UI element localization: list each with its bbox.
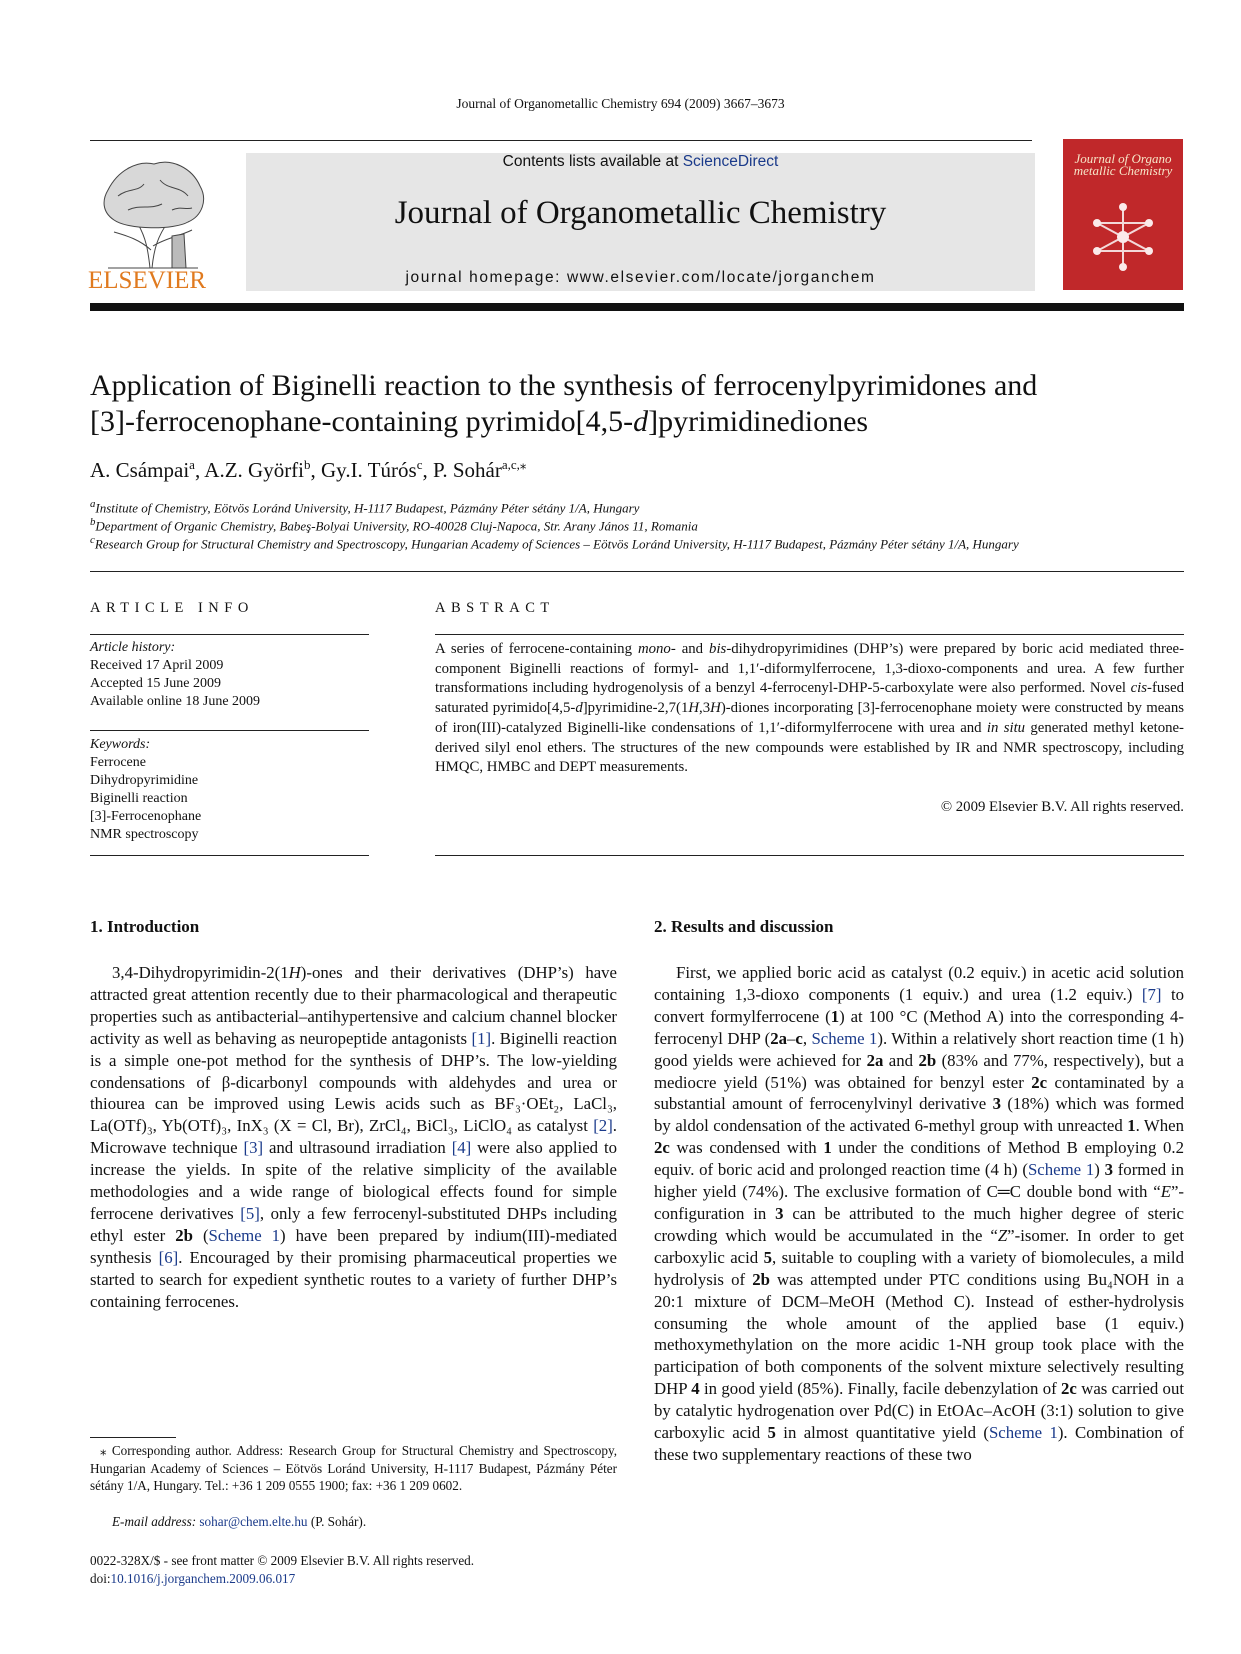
abstract-text: A series of ferrocene-containing mono- and bis-dihydropyrimidines (DHP’s) were prepared by boric acid mediated three-component Biginelli reactions of formyl- and 1,1′-diformylferrocene, 1,3-dioxo-components and urea. A few further transformations including hydrogenolysis of a benzyl 4-ferrocenyl-DHP-5-carboxylate were also performed. Novel cis-fused saturated pyrimido[4,5-d]pyrimidine-2,7(1H,3H)-diones incorporating [3]-ferrocenophane moiety were constructed by means of iron(III)-catalyzed Biginelli-like condensations of 1,1′-diformylferrocene with urea and in situ generated methyl ketone-derived silyl enol ethers. The structures of the new compounds were established by IR and NMR spectroscopy, including HMQC, HMBC and DEPT measurements.	[435, 641, 1185, 776]
author: Gy.I. Túrós	[321, 458, 417, 482]
keywords	[90, 736, 369, 844]
contents-prefix: Contents lists available at	[502, 153, 683, 170]
keyword: [3]-Ferrocenophane	[90, 809, 202, 824]
reference-link[interactable]: [1]	[471, 1028, 492, 1048]
reference-link[interactable]: [5]	[240, 1203, 260, 1223]
author-list: A. Csámpai$^a$, A.Z. Györfi$^b$, Gy.I. Túrós$^c$, P. Sohár$^{a,c,⁎}$	[90, 457, 527, 482]
elsevier-logo	[88, 150, 218, 292]
scheme-link[interactable]: Scheme 1	[811, 1028, 878, 1048]
results-paragraph: First, we applied boric acid as catalyst (0.2 equiv.) in acetic acid solution containing 1,3-dioxo components (1 equiv.) and urea (1.2 equiv.) [7] to convert formylferrocene (1) at 100 °C (Method A) into the corresponding 4-ferrocenyl DHP (2a–c, Scheme 1). Within a relatively short reaction time (1 h) good yields were achieved for 2a and 2b (83% and 77%, respectively), but a mediocre yield (51%) was obtained for benzyl ester 2c contaminated by a substantial amount of ferrocenylvinyl derivative 3 (18%) which was formed by aldol condensation of the activated 6-methyl group with unreacted 1. When 2c was condensed with 1 under the conditions of Method B employing 0.2 equiv. of boric acid and prolonged reaction time (4 h) (Scheme 1) 3 formed in higher yield (74%). The exclusive formation of C═C double bond with “E”-configuration in 3 can be attributed to the much higher degree of steric crowding which would be accumulated in the “Z”-isomer. In order to get carboxylic acid 5, suitable to coupling with a variety of biomolecules, a mild hydrolysis of 2b was attempted under PTC conditions using Bu₄NOH in a 20:1 mixture of DCM–MeOH (Method C). Instead of esther-hydrolysis consuming the whole amount of the applied base (1 equiv.) methoxymethylation on the more acidic 1-NH group took place with the participation of both components of the solvent mixture selectively resulting DHP 4 in good yield (85%). Finally, facile debenzylation of 2c was carried out by catalytic hydrogenation over Pd(C) in EtOAc–AcOH (3:1) solution to give carboxylic acid 5 in almost quantitative yield (Scheme 1). Combination of these two supplementary reactions of these two	[654, 963, 1185, 1464]
footnote-rule	[90, 1437, 176, 1438]
keyword: Biginelli reaction	[90, 791, 188, 806]
info-rule	[90, 634, 369, 635]
history-item: Accepted 15 June 2009	[90, 676, 222, 691]
article-info-heading: ARTICLE INFO	[90, 600, 254, 616]
abstract-copyright: © 2009 Elsevier B.V. All rights reserved.	[940, 799, 1184, 815]
affiliation-c: $^c$Research Group for Structural Chemistry and Spectroscopy, Hungarian Academy of Sciences – Eötvös Loránd University, H-1117 Budapest, Pázmány Péter sétány 1/A, Hungary	[90, 534, 1019, 552]
title-line-2: [3]-ferrocenophane-containing pyrimido[4,5-d]pyrimidinediones	[90, 405, 869, 438]
journal-cover	[1063, 139, 1183, 290]
author: A. Csámpai	[90, 458, 190, 482]
history-label: Article history:	[90, 640, 176, 655]
history-item: Received 17 April 2009	[90, 658, 224, 673]
reference-link[interactable]: [4]	[451, 1138, 472, 1158]
title-line-1: Application of Biginelli reaction to the synthesis of ferrocenylpyrimidones and	[90, 369, 1038, 402]
abstract-rule	[435, 855, 1184, 856]
author: P. Sohár	[432, 458, 502, 482]
affiliation-rule	[90, 571, 1184, 572]
affiliation-b: $^b$Department of Organic Chemistry, Babeş-Bolyai University, RO-40028 Cluj-Napoca, Str. Arany János 11, Romania	[90, 516, 698, 534]
keyword: Ferrocene	[90, 755, 146, 770]
journal-reference: Journal of Organometallic Chemistry 694 (2009) 3667–3673	[456, 96, 785, 111]
tree-icon	[88, 150, 218, 292]
sciencedirect-link[interactable]: ScienceDirect	[682, 153, 779, 170]
header-thick-rule	[90, 303, 1184, 311]
cover-title: Journal of Organo metallic Chemistry	[1073, 151, 1173, 178]
affiliation-a: $^a$Institute of Chemistry, Eötvös Loránd University, H-1117 Budapest, Pázmány Péter sétány 1/A, Hungary	[90, 498, 640, 516]
journal-homepage[interactable]: journal homepage: www.elsevier.com/locate/jorganchem	[405, 269, 876, 286]
history-item: Available online 18 June 2009	[90, 694, 261, 709]
scheme-link[interactable]: Scheme 1	[1027, 1160, 1095, 1180]
reference-link[interactable]: [2]	[593, 1116, 613, 1136]
contents-line	[246, 153, 1035, 171]
journal-title: Journal of Organometallic Chemistry	[394, 195, 887, 231]
keyword: NMR spectroscopy	[90, 827, 199, 842]
reference-link[interactable]: [6]	[158, 1247, 179, 1267]
doi-link[interactable]: 10.1016/j.jorganchem.2009.06.017	[110, 1570, 296, 1586]
issn-line: 0022-328X/$ - see front matter © 2009 Elsevier B.V. All rights reserved.	[90, 1553, 475, 1568]
corresponding-author-footnote: ⁎ Corresponding author. Address: Research Group for Structural Chemistry and Spectroscopy, Hungarian Academy of Sciences – Eötvös Loránd University, H-1117 Budapest, Pázmány Péter sétány 1/A, Hungary. Tel.: +36 1 209 0555 1900; fax: +36 1 209 0602.	[90, 1443, 617, 1493]
email-footnote: E-mail address: sohar@chem.elte.hu (P. Sohár).	[112, 1514, 367, 1529]
article-title	[90, 368, 1184, 440]
section-heading-results: 2. Results and discussion	[654, 917, 834, 936]
author-affiliation-mark[interactable]: a,c,⁎	[501, 457, 527, 472]
author-affiliation-mark: b	[304, 457, 311, 472]
header-rule	[90, 140, 1032, 141]
front-matter	[90, 1552, 474, 1587]
svg-text:ELSEVIER: ELSEVIER	[88, 267, 207, 292]
info-rule	[90, 855, 369, 856]
journal-banner	[246, 153, 1035, 291]
scheme-link[interactable]: Scheme 1	[988, 1423, 1058, 1443]
author: A.Z. Györfi	[204, 458, 305, 482]
abstract-heading: ABSTRACT	[435, 600, 555, 616]
introduction-paragraph: 3,4-Dihydropyrimidin-2(1H)-ones and their derivatives (DHP’s) have attracted great attention recently due to their pharmacological and therapeutic properties such as antibacterial–antihypertensive and calcium channel blocker activity as well as behaving as neuropeptide antagonists [1]. Biginelli reaction is a simple one-pot method for the synthesis of DHP’s. The low-yielding condensations of β-dicarbonyl compounds with aldehydes and urea or thiourea can be improved using Lewis acids such as BF₃·OEt₂, LaCl₃, La(OTf)₃, Yb(OTf)₃, InX₃ (X = Cl, Br), ZrCl₄, BiCl₃, LiClO₄ as catalyst [2]. Microwave technique [3] and ultrasound irradiation [4] were also applied to increase the yields. In spite of the relative simplicity of the available methodologies and a wide range of biological effects found for simple ferrocene derivatives [5], only a few ferrocenyl-substituted DHPs including ethyl ester 2b (Scheme 1) have been prepared by indium(III)-mediated synthesis [6]. Encouraged by their promising pharmaceutical properties we started to search for expedient synthetic routes to a variety of further DHP’s containing ferrocenes.	[90, 963, 617, 1311]
keyword: Dihydropyrimidine	[90, 773, 199, 788]
abstract-rule	[435, 634, 1184, 635]
author-affiliation-mark: a	[189, 457, 195, 472]
author-affiliation-mark: c	[416, 457, 423, 472]
email-link[interactable]: sohar@chem.elte.hu	[199, 1514, 308, 1529]
doi-line: doi:10.1016/j.jorganchem.2009.06.017	[90, 1570, 296, 1586]
keywords-label: Keywords:	[90, 737, 151, 752]
section-heading-introduction: 1. Introduction	[90, 917, 200, 936]
info-rule	[90, 730, 369, 731]
article-history	[90, 639, 369, 711]
reference-link[interactable]: [7]	[1141, 984, 1162, 1004]
scheme-link[interactable]: Scheme 1	[208, 1225, 281, 1245]
molecule-icon	[1083, 197, 1163, 277]
reference-link[interactable]: [3]	[243, 1138, 264, 1158]
